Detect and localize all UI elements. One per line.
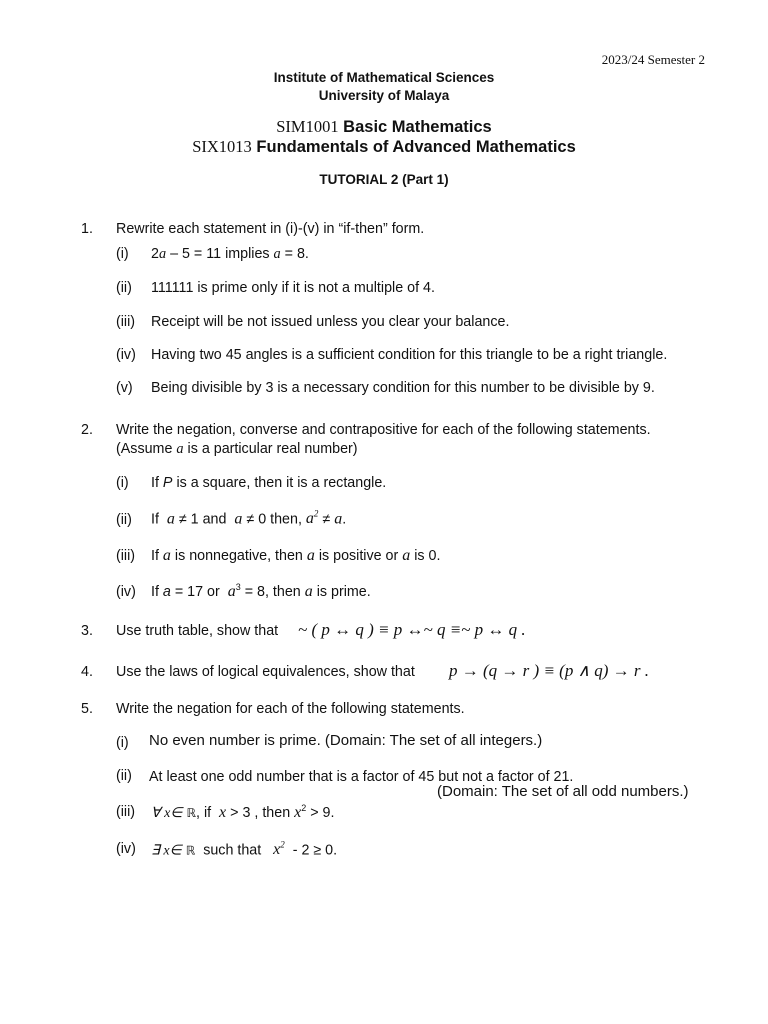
item-label: (iii): [116, 548, 136, 564]
course-title-1: [0, 117, 768, 137]
item-label: (i): [116, 735, 129, 751]
item-label: (i): [116, 246, 129, 262]
question-text: Use truth table, show that: [116, 623, 279, 639]
course-code-2: SIX1013: [192, 137, 252, 156]
question-number: 5.: [81, 701, 93, 717]
item-label: (iv): [116, 347, 136, 363]
question-number: 1.: [81, 221, 93, 237]
formula: p → (q → r ) ≡ (p ∧ q) → r .: [449, 661, 650, 680]
item-text: Having two 45 angles is a sufficient condition for this triangle to be a right triangle.: [151, 347, 668, 363]
item-text: No even number is prime. (Domain: The set of all integers.): [149, 732, 543, 749]
item-label: (iv): [116, 584, 136, 600]
item-text: Being divisible by 3 is a necessary condition for this number to be divisible by 9.: [151, 380, 655, 396]
item-text: 111111 is prime only if it is not a multiple of 4.: [151, 280, 435, 296]
university-name: University of Malaya: [318, 88, 450, 103]
item-label: (iv): [116, 841, 136, 857]
question-number: 3.: [81, 623, 93, 639]
question-text: Rewrite each statement in (i)-(v) in “if-then” form.: [116, 221, 425, 237]
question-number: 4.: [81, 664, 93, 680]
institute-name: Institute of Mathematical Sciences: [273, 70, 495, 85]
item-text: Receipt will be not issued unless you clear your balance.: [151, 314, 510, 330]
item-label: (ii): [116, 512, 132, 528]
question-text: Use the laws of logical equivalences, show that: [116, 664, 415, 680]
question-text: Write the negation, converse and contrapositive for each of the following statements.: [116, 422, 651, 438]
item-label: (ii): [116, 768, 132, 784]
question-number: 2.: [81, 422, 93, 438]
formula: ~ ( p ↔ q ) ≡ p ↔~ q ≡~ p ↔ q .: [298, 620, 526, 639]
item-label: (iii): [116, 804, 136, 820]
item-text: ∀ x∈ ℝ, if x > 3 , then $x^2 > 9$.: [151, 803, 335, 821]
course-name-2: Fundamentals of Advanced Mathematics: [256, 138, 576, 156]
item-label: (iii): [116, 314, 136, 330]
item-text: At least one odd number that is a factor of 45 but not a factor of 21.: [149, 769, 574, 785]
item-text: If a is nonnegative, then a is positive or a is 0.: [151, 547, 441, 564]
item-label: (i): [116, 475, 129, 491]
course-code-1: SIM1001: [276, 117, 339, 136]
item-domain: (Domain: The set of all odd numbers.): [437, 783, 689, 800]
item-label: (v): [116, 380, 133, 396]
course-title-2: [0, 137, 768, 157]
question-text: Write the negation for each of the following statements.: [116, 701, 465, 717]
item-text: If a = 17 or $a^3 = 8$, then a is prime.: [151, 582, 371, 600]
item-text: 2a – 5 = 11 implies a = 8.: [151, 246, 309, 262]
item-text: ∃ x∈ ℝ such that $x^2 - 2 \ge 0$.: [151, 840, 338, 859]
item-text: If a ≠ 1 and a ≠ 0 then, $a^2 \ne a$.: [151, 509, 347, 528]
tutorial-title: TUTORIAL 2 (Part 1): [319, 172, 449, 187]
semester-label: 2023/24 Semester 2: [601, 52, 705, 67]
item-label: (ii): [116, 280, 132, 296]
course-name-1: Basic Mathematics: [343, 118, 492, 136]
item-text: If P is a square, then it is a rectangle.: [151, 475, 387, 491]
question-note: (Assume a is a particular real number): [116, 441, 358, 457]
